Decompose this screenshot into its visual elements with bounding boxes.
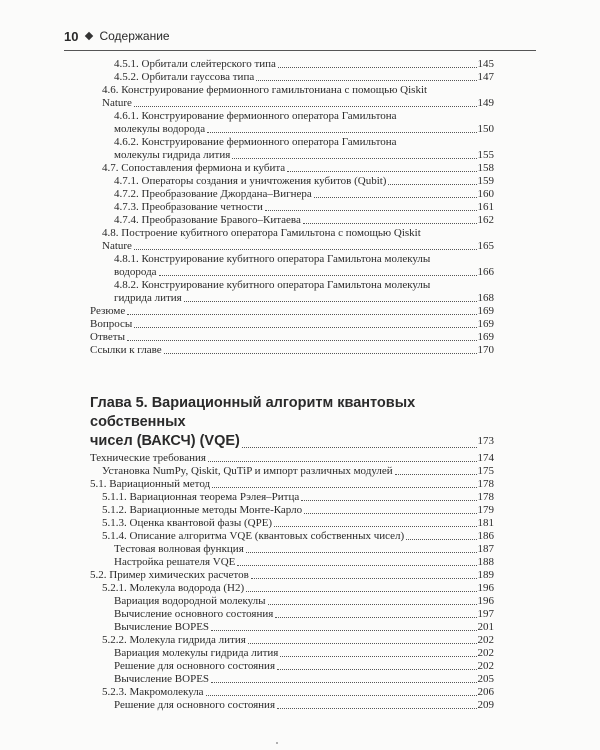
toc-entry[interactable] — [90, 530, 494, 543]
running-header — [64, 24, 536, 48]
toc-entry-page: 162 — [477, 214, 494, 226]
toc-entry-page: 160 — [477, 188, 494, 200]
toc-entry-title: 5.2.1. Молекула водорода (H2) — [102, 582, 245, 594]
leader-dots — [314, 197, 477, 198]
leader-dots — [248, 643, 477, 644]
toc-entry[interactable] — [90, 214, 494, 227]
toc-entry-page: 150 — [477, 123, 494, 135]
leader-dots — [277, 708, 476, 709]
leader-dots — [212, 487, 476, 488]
toc-entry-page: 161 — [477, 201, 494, 213]
leader-dots — [207, 132, 476, 133]
toc-entry-title: 4.7.3. Преобразование четности — [114, 201, 263, 213]
chapter-title-line2: чисел (ВАКСЧ) (VQE) — [90, 433, 240, 449]
toc-entry-title: Резюме — [90, 305, 126, 317]
toc-entry[interactable] — [90, 504, 494, 517]
toc-entry[interactable] — [90, 71, 494, 84]
toc-entry[interactable] — [90, 517, 494, 530]
toc-entry-title: Установка NumPy, Qiskit, QuTiP и импорт различных модулей — [102, 465, 393, 477]
toc-entry-page: 209 — [477, 699, 494, 711]
leader-dots — [232, 158, 476, 159]
toc-entry-title-line1: 4.6.1. Конструирование фермионного оператора Гамильтона — [114, 110, 397, 122]
toc-entry[interactable] — [90, 58, 494, 71]
toc-entry-title: 4.7.4. Преобразование Бравого–Китаева — [114, 214, 301, 226]
leader-dots — [303, 223, 477, 224]
toc-entry-page: 175 — [477, 465, 494, 477]
toc-entry-title-line1: 4.8.2. Конструирование кубитного оператора Гамильтона молекулы — [114, 279, 431, 291]
toc-entry[interactable] — [90, 136, 494, 162]
leader-dots — [206, 695, 477, 696]
leader-dots — [278, 67, 477, 68]
toc-entry-title: Вычисление основного состояния — [114, 608, 274, 620]
toc-entry-page: 145 — [477, 58, 494, 70]
toc-entry-title: 5.1. Вариационный метод — [90, 478, 211, 490]
leader-dots — [184, 301, 477, 302]
toc-entry[interactable] — [90, 673, 494, 686]
diamond-icon — [85, 32, 93, 40]
chapter-heading[interactable] — [90, 394, 494, 451]
leader-dots — [164, 353, 477, 354]
toc-entry-page: 155 — [477, 149, 494, 161]
chapter-page: 173 — [477, 435, 494, 447]
toc-entry-page: 166 — [477, 266, 494, 278]
toc-entry-page: 174 — [477, 452, 494, 464]
toc-entry-title: 4.7. Сопоставления фермиона и кубита — [102, 162, 286, 174]
toc-entry-title-line1: 4.8. Построение кубитного оператора Гамильтона с помощью Qiskit — [102, 227, 421, 239]
toc-entry-page: 165 — [477, 240, 494, 252]
leader-dots — [287, 171, 476, 172]
leader-dots — [388, 184, 476, 185]
toc-entry-page: 170 — [477, 344, 494, 356]
leader-dots — [395, 474, 477, 475]
toc-entry-title: 4.5.1. Орбитали слейтерского типа — [114, 58, 276, 70]
toc-entry-page: 169 — [477, 318, 494, 330]
toc-entry-page: 196 — [477, 595, 494, 607]
toc-entry-page: 206 — [477, 686, 494, 698]
toc-entry-title: Решение для основного состояния — [114, 699, 276, 711]
toc-entry[interactable] — [90, 699, 494, 712]
toc-entry-title: Вопросы — [90, 318, 133, 330]
toc-entry[interactable] — [90, 201, 494, 214]
leader-dots — [251, 578, 477, 579]
page-mark — [276, 742, 278, 744]
leader-dots — [246, 591, 476, 592]
leader-dots — [211, 682, 476, 683]
toc-entry[interactable] — [90, 491, 494, 504]
toc-entry-title: 5.2. Пример химических расчетов — [90, 569, 249, 581]
toc-entry-title: водорода — [114, 266, 157, 278]
toc-entry[interactable] — [90, 227, 494, 253]
toc-entry-title: Настройка решателя VQE — [114, 556, 236, 568]
toc-entry-title: 5.1.3. Оценка квантовой фазы (QPE) — [102, 517, 273, 529]
toc-entry[interactable] — [90, 569, 494, 582]
toc-entry-title: Ответы — [90, 331, 125, 343]
toc-entry-title: 4.7.1. Операторы создания и уничтожения кубитов (Qubit) — [114, 175, 387, 187]
toc-entry-title: Ссылки к главе — [90, 344, 162, 356]
toc-entry-title: 5.1.1. Вариационная теорема Рэлея–Ритца — [102, 491, 300, 503]
toc-entry[interactable] — [90, 543, 494, 556]
leader-dots — [127, 340, 477, 341]
toc-entry-page: 202 — [477, 634, 494, 646]
toc-entry[interactable] — [90, 686, 494, 699]
toc-chapter-5 — [90, 394, 494, 712]
toc-entry-page: 169 — [477, 331, 494, 343]
toc-entry-title-line1: 4.6.2. Конструирование фермионного оператора Гамильтона — [114, 136, 397, 148]
toc-entry-page: 197 — [477, 608, 494, 620]
leader-dots — [256, 80, 476, 81]
toc-entry-page: 202 — [477, 660, 494, 672]
toc-entry[interactable] — [90, 305, 494, 318]
toc-entry[interactable] — [90, 556, 494, 569]
leader-dots — [265, 210, 477, 211]
toc-entry-title: 4.5.2. Орбитали гауссова типа — [114, 71, 255, 83]
leader-dots — [274, 526, 476, 527]
toc-entry[interactable] — [90, 452, 494, 465]
toc-entry[interactable] — [90, 110, 494, 136]
header-rule — [64, 50, 536, 51]
toc-entry-page: 147 — [477, 71, 494, 83]
toc-entry-title: 5.2.2. Молекула гидрида лития — [102, 634, 246, 646]
toc-entry-title: 5.1.2. Вариационные методы Монте-Карло — [102, 504, 303, 516]
toc-entry[interactable] — [90, 634, 494, 647]
toc-entry[interactable] — [90, 647, 494, 660]
toc-entry[interactable] — [90, 595, 494, 608]
toc-entry-title: Вычисление BOPES — [114, 673, 210, 685]
leader-dots — [301, 500, 476, 501]
leader-dots — [127, 314, 476, 315]
toc-entry-title: Nature — [102, 97, 132, 109]
leader-dots — [406, 539, 476, 540]
toc-entry[interactable] — [90, 253, 494, 279]
toc-entry-page: 178 — [477, 491, 494, 503]
toc-entry-page: 159 — [477, 175, 494, 187]
chapter-title-line1: Глава 5. Вариационный алгоритм квантовых собственных — [90, 395, 416, 430]
leader-dots — [134, 327, 476, 328]
toc-entry[interactable] — [90, 608, 494, 621]
toc-entry[interactable] — [90, 188, 494, 201]
toc-entry-title: 5.1.4. Описание алгоритма VQE (квантовых собственных чисел) — [102, 530, 405, 542]
toc-entry-page: 189 — [477, 569, 494, 581]
toc-entry-page: 178 — [477, 478, 494, 490]
toc-entry-page: 168 — [477, 292, 494, 304]
leader-dots — [208, 461, 477, 462]
toc-chapter-5-entries — [90, 452, 494, 712]
toc-entry-title: Вычисление BOPES — [114, 621, 210, 633]
toc-entry-title-line1: 4.8.1. Конструирование кубитного оператора Гамильтона молекулы — [114, 253, 431, 265]
toc-entry-title: Вариация водородной молекулы — [114, 595, 266, 607]
leader-dots — [268, 604, 477, 605]
toc-entry[interactable] — [90, 344, 494, 357]
toc-entry[interactable] — [90, 621, 494, 634]
toc-entry[interactable] — [90, 582, 494, 595]
toc-entry[interactable] — [90, 175, 494, 188]
toc-entry-title: гидрида лития — [114, 292, 182, 304]
toc-entry-title: Технические требования — [90, 452, 206, 464]
toc-entry[interactable] — [90, 465, 494, 478]
toc-entry-title: Тестовая волновая функция — [114, 543, 244, 555]
toc-entry[interactable] — [90, 478, 494, 491]
leader-dots — [134, 249, 477, 250]
leader-dots — [304, 513, 476, 514]
toc-entry-page: 158 — [477, 162, 494, 174]
page-number: 10 — [64, 28, 79, 44]
leader-dots — [237, 565, 476, 566]
toc-chapter-4-continued — [90, 58, 494, 357]
toc-entry-title: 5.2.3. Макромолекула — [102, 686, 204, 698]
leader-dots — [242, 447, 477, 448]
leader-dots — [277, 669, 476, 670]
toc-entry-title: молекулы водорода — [114, 123, 206, 135]
toc-entry[interactable] — [90, 331, 494, 344]
toc-entry-page: 186 — [477, 530, 494, 542]
toc-entry-title: Nature — [102, 240, 132, 252]
toc-entry-page: 202 — [477, 647, 494, 659]
header-section-title: Содержание — [99, 29, 170, 43]
toc-entry-title: 4.7.2. Преобразование Джордана–Вигнера — [114, 188, 312, 200]
leader-dots — [211, 630, 476, 631]
toc-entry-page: 201 — [477, 621, 494, 633]
toc-entry-page: 149 — [477, 97, 494, 109]
toc-entry-page: 169 — [477, 305, 494, 317]
toc-entry[interactable] — [90, 84, 494, 110]
toc-entry-title: молекулы гидрида лития — [114, 149, 231, 161]
leader-dots — [280, 656, 476, 657]
toc-entry-page: 188 — [477, 556, 494, 568]
leader-dots — [134, 106, 477, 107]
leader-dots — [159, 275, 477, 276]
toc-entry-page: 179 — [477, 504, 494, 516]
toc-entry-page: 205 — [477, 673, 494, 685]
leader-dots — [246, 552, 477, 553]
leader-dots — [275, 617, 476, 618]
toc-entry-page: 196 — [477, 582, 494, 594]
toc-entry-page: 187 — [477, 543, 494, 555]
toc-entry[interactable] — [90, 162, 494, 175]
toc-entry[interactable] — [90, 318, 494, 331]
toc-entry-page: 181 — [477, 517, 494, 529]
toc-entry[interactable] — [90, 279, 494, 305]
toc-entry-title: Решение для основного состояния — [114, 660, 276, 672]
toc-entry-title-line1: 4.6. Конструирование фермионного гамильтониана с помощью Qiskit — [102, 84, 428, 96]
toc-entry-title: Вариация молекулы гидрида лития — [114, 647, 279, 659]
toc-entry[interactable] — [90, 660, 494, 673]
